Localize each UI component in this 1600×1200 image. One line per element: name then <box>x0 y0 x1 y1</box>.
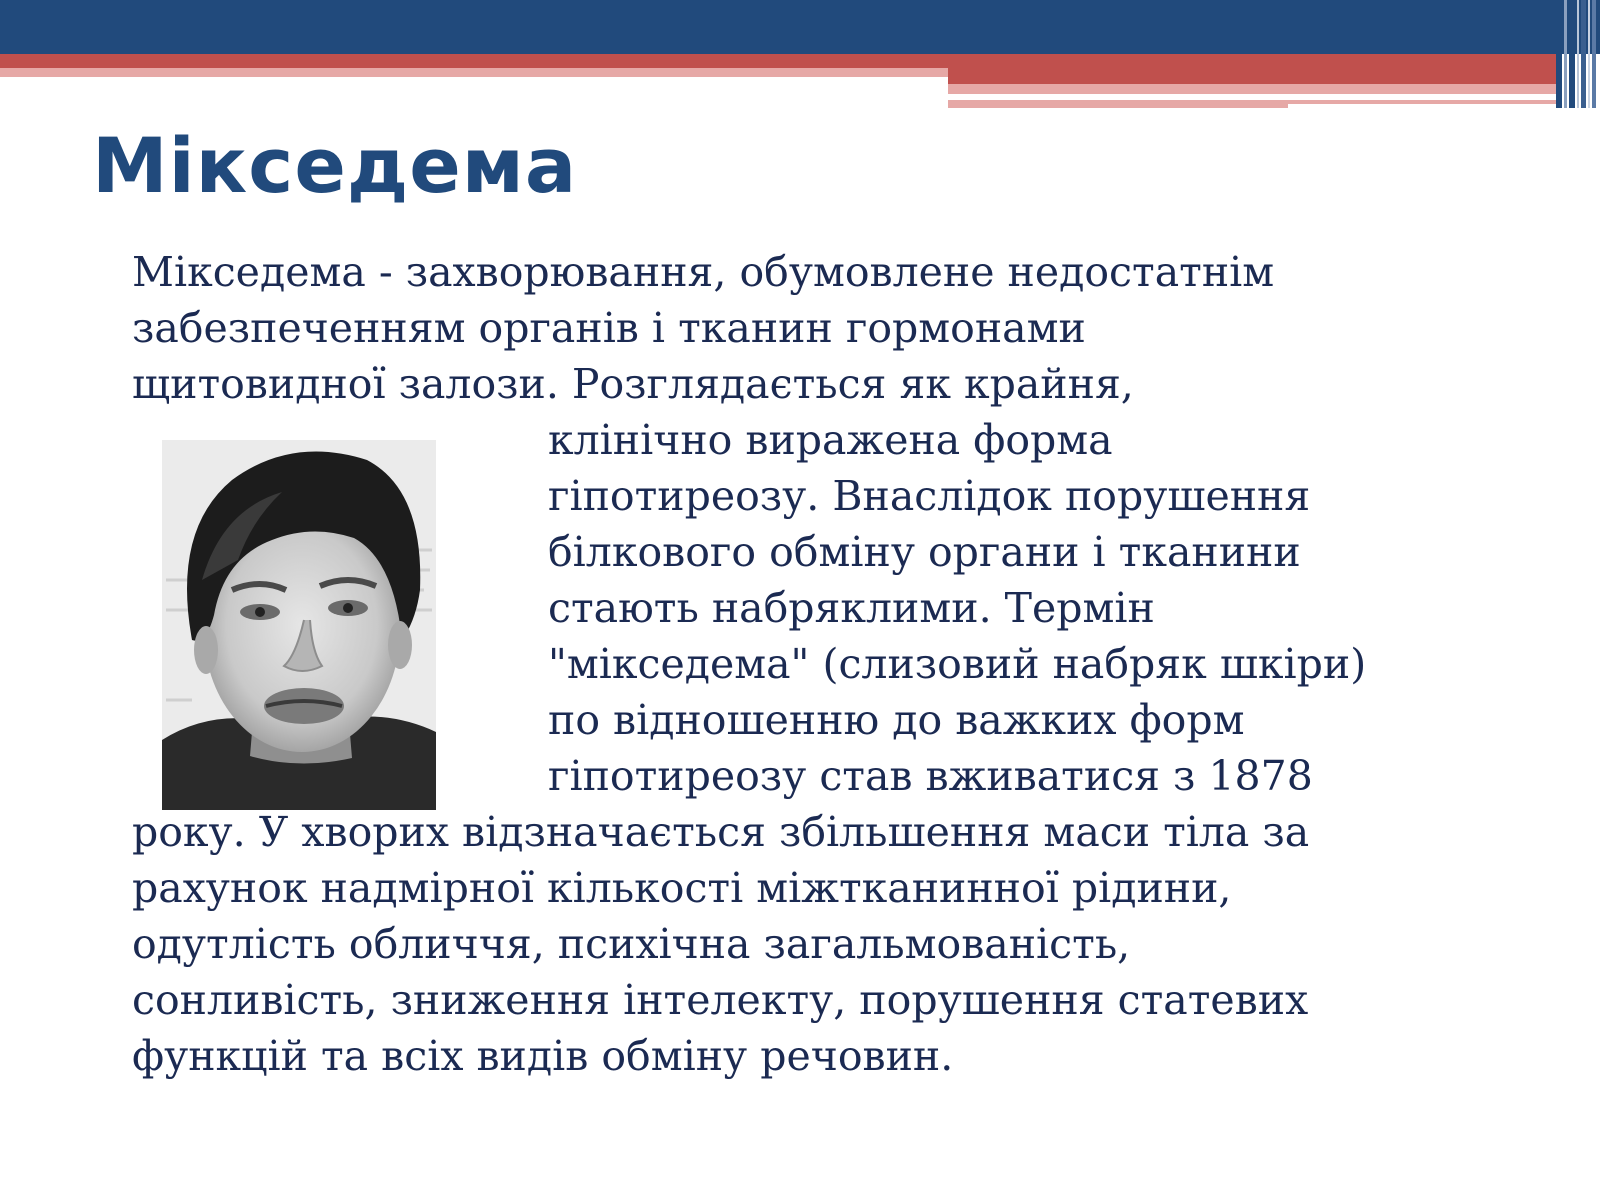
body-text-line: гіпотиреозу став вживатися з 1878 <box>548 752 1313 800</box>
body-text-line: одутлість обличчя, психічна загальмованість, <box>132 920 1131 968</box>
body-text-line: Мікседема - захворювання, обумовлене недостатнім <box>132 248 1275 296</box>
edge-stripes <box>1556 0 1600 108</box>
body-text-line: гіпотиреозу. Внаслідок порушення <box>548 472 1311 520</box>
body-text-line: щитовидної залози. Розглядається як крайня, <box>132 360 1134 408</box>
header-band-pink-lower <box>948 100 1288 108</box>
body-text-line: по відношенню до важких форм <box>548 696 1245 744</box>
patient-portrait-photo <box>162 440 436 810</box>
body-text-line: "мікседема" (слизовий набряк шкіри) <box>548 640 1367 688</box>
header-band-gap <box>948 94 1488 98</box>
body-text-line: сонливість, зниження інтелекту, порушення статевих <box>132 976 1309 1024</box>
header-band-red <box>0 54 1560 68</box>
body-text-line: функцій та всіх видів обміну речовин. <box>132 1032 954 1080</box>
header-band-navy <box>0 0 1600 54</box>
body-text-line: рахунок надмірної кількості міжтканинної рідини, <box>132 864 1232 912</box>
header-band-red-right <box>948 68 1560 84</box>
header-band-pink-thin <box>1288 100 1560 104</box>
body-text-line: забезпеченням органів і тканин гормонами <box>132 304 1086 352</box>
slide-title: Мікседема <box>92 121 578 210</box>
body-text-line: року. У хворих відзначається збільшення маси тіла за <box>132 808 1310 856</box>
body-text-line: стають набряклими. Термін <box>548 584 1155 632</box>
header-band-pink <box>0 68 948 77</box>
body-text-line: клінічно виражена форма <box>548 416 1113 464</box>
header-band-pink-right <box>948 84 1560 94</box>
body-text-line: білкового обміну органи і тканини <box>548 528 1301 576</box>
